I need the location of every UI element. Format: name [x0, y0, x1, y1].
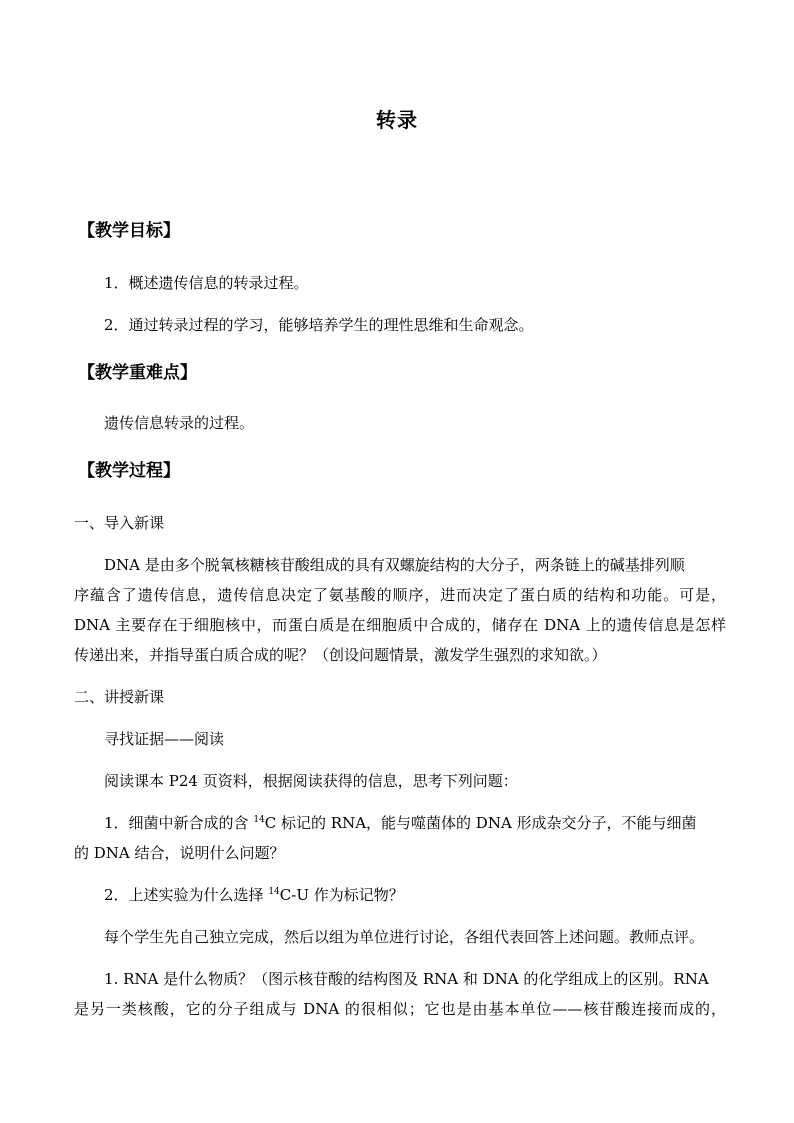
evidence-subtitle: 寻找证据——阅读: [104, 730, 225, 748]
discussion-text: 每个学生先自己独立完成，然后以组为单位进行讨论，各组代表回答上述问题。教师点评。: [104, 928, 705, 946]
objective-item-2: 2．通过转录过程的学习，能够培养学生的理性思维和生命观念。: [104, 316, 534, 334]
reading-instruction: 阅读课本 P24 页资料，根据阅读获得的信息，思考下列问题：: [104, 772, 518, 790]
isotope-superscript: 14: [253, 815, 265, 825]
question-1-line-2: 的 DNA 结合，说明什么问题？: [74, 844, 285, 862]
page-title: 转录: [376, 108, 418, 132]
question-1-suffix: C 标记的 RNA，能与噬菌体的 DNA 形成杂交分子，不能与细菌: [264, 814, 697, 832]
question-2: [104, 884, 404, 905]
question-1-line-1: [104, 812, 697, 833]
intro-paragraph-line-3: DNA 主要存在于细胞核中，而蛋白质是在细胞质中合成的，储存在 DNA 上的遗传信息是怎样: [74, 616, 726, 634]
intro-paragraph-line-4: 传递出来，并指导蛋白质合成的呢？（创设问题情景，激发学生强烈的求知欲。）: [74, 646, 607, 664]
keypoints-heading: 【教学重难点】: [78, 363, 197, 383]
part2-title: 二、讲授新课: [74, 688, 165, 706]
objective-item-1: 1．概述遗传信息的转录过程。: [104, 274, 309, 292]
intro-paragraph-line-1: DNA 是由多个脱氧核糖核苷酸组成的具有双螺旋结构的大分子，两条链上的碱基排列顺: [104, 556, 685, 574]
question-1-prefix: 1．细菌中新合成的含: [104, 814, 254, 832]
objectives-heading: 【教学目标】: [78, 221, 180, 241]
intro-paragraph-line-2: 序蕴含了遗传信息，遗传信息决定了氨基酸的顺序，进而决定了蛋白质的结构和功能。可是，: [74, 586, 726, 604]
keypoints-text: 遗传信息转录的过程。: [104, 414, 255, 432]
process-heading: 【教学过程】: [78, 461, 180, 481]
isotope-superscript: 14: [268, 887, 280, 897]
rna-paragraph-line-1: 1. RNA 是什么物质？（图示核苷酸的结构图及 RNA 和 DNA 的化学组成上的区别。RNA: [104, 970, 709, 988]
question-2-suffix: C-U 作为标记物？: [279, 886, 404, 904]
rna-paragraph-line-2: 是另一类核酸，它的分子组成与 DNA 的很相似；它也是由基本单位——核苷酸连接而成的，: [74, 1000, 726, 1018]
question-2-prefix: 2．上述实验为什么选择: [104, 886, 269, 904]
part1-title: 一、导入新课: [74, 514, 165, 532]
